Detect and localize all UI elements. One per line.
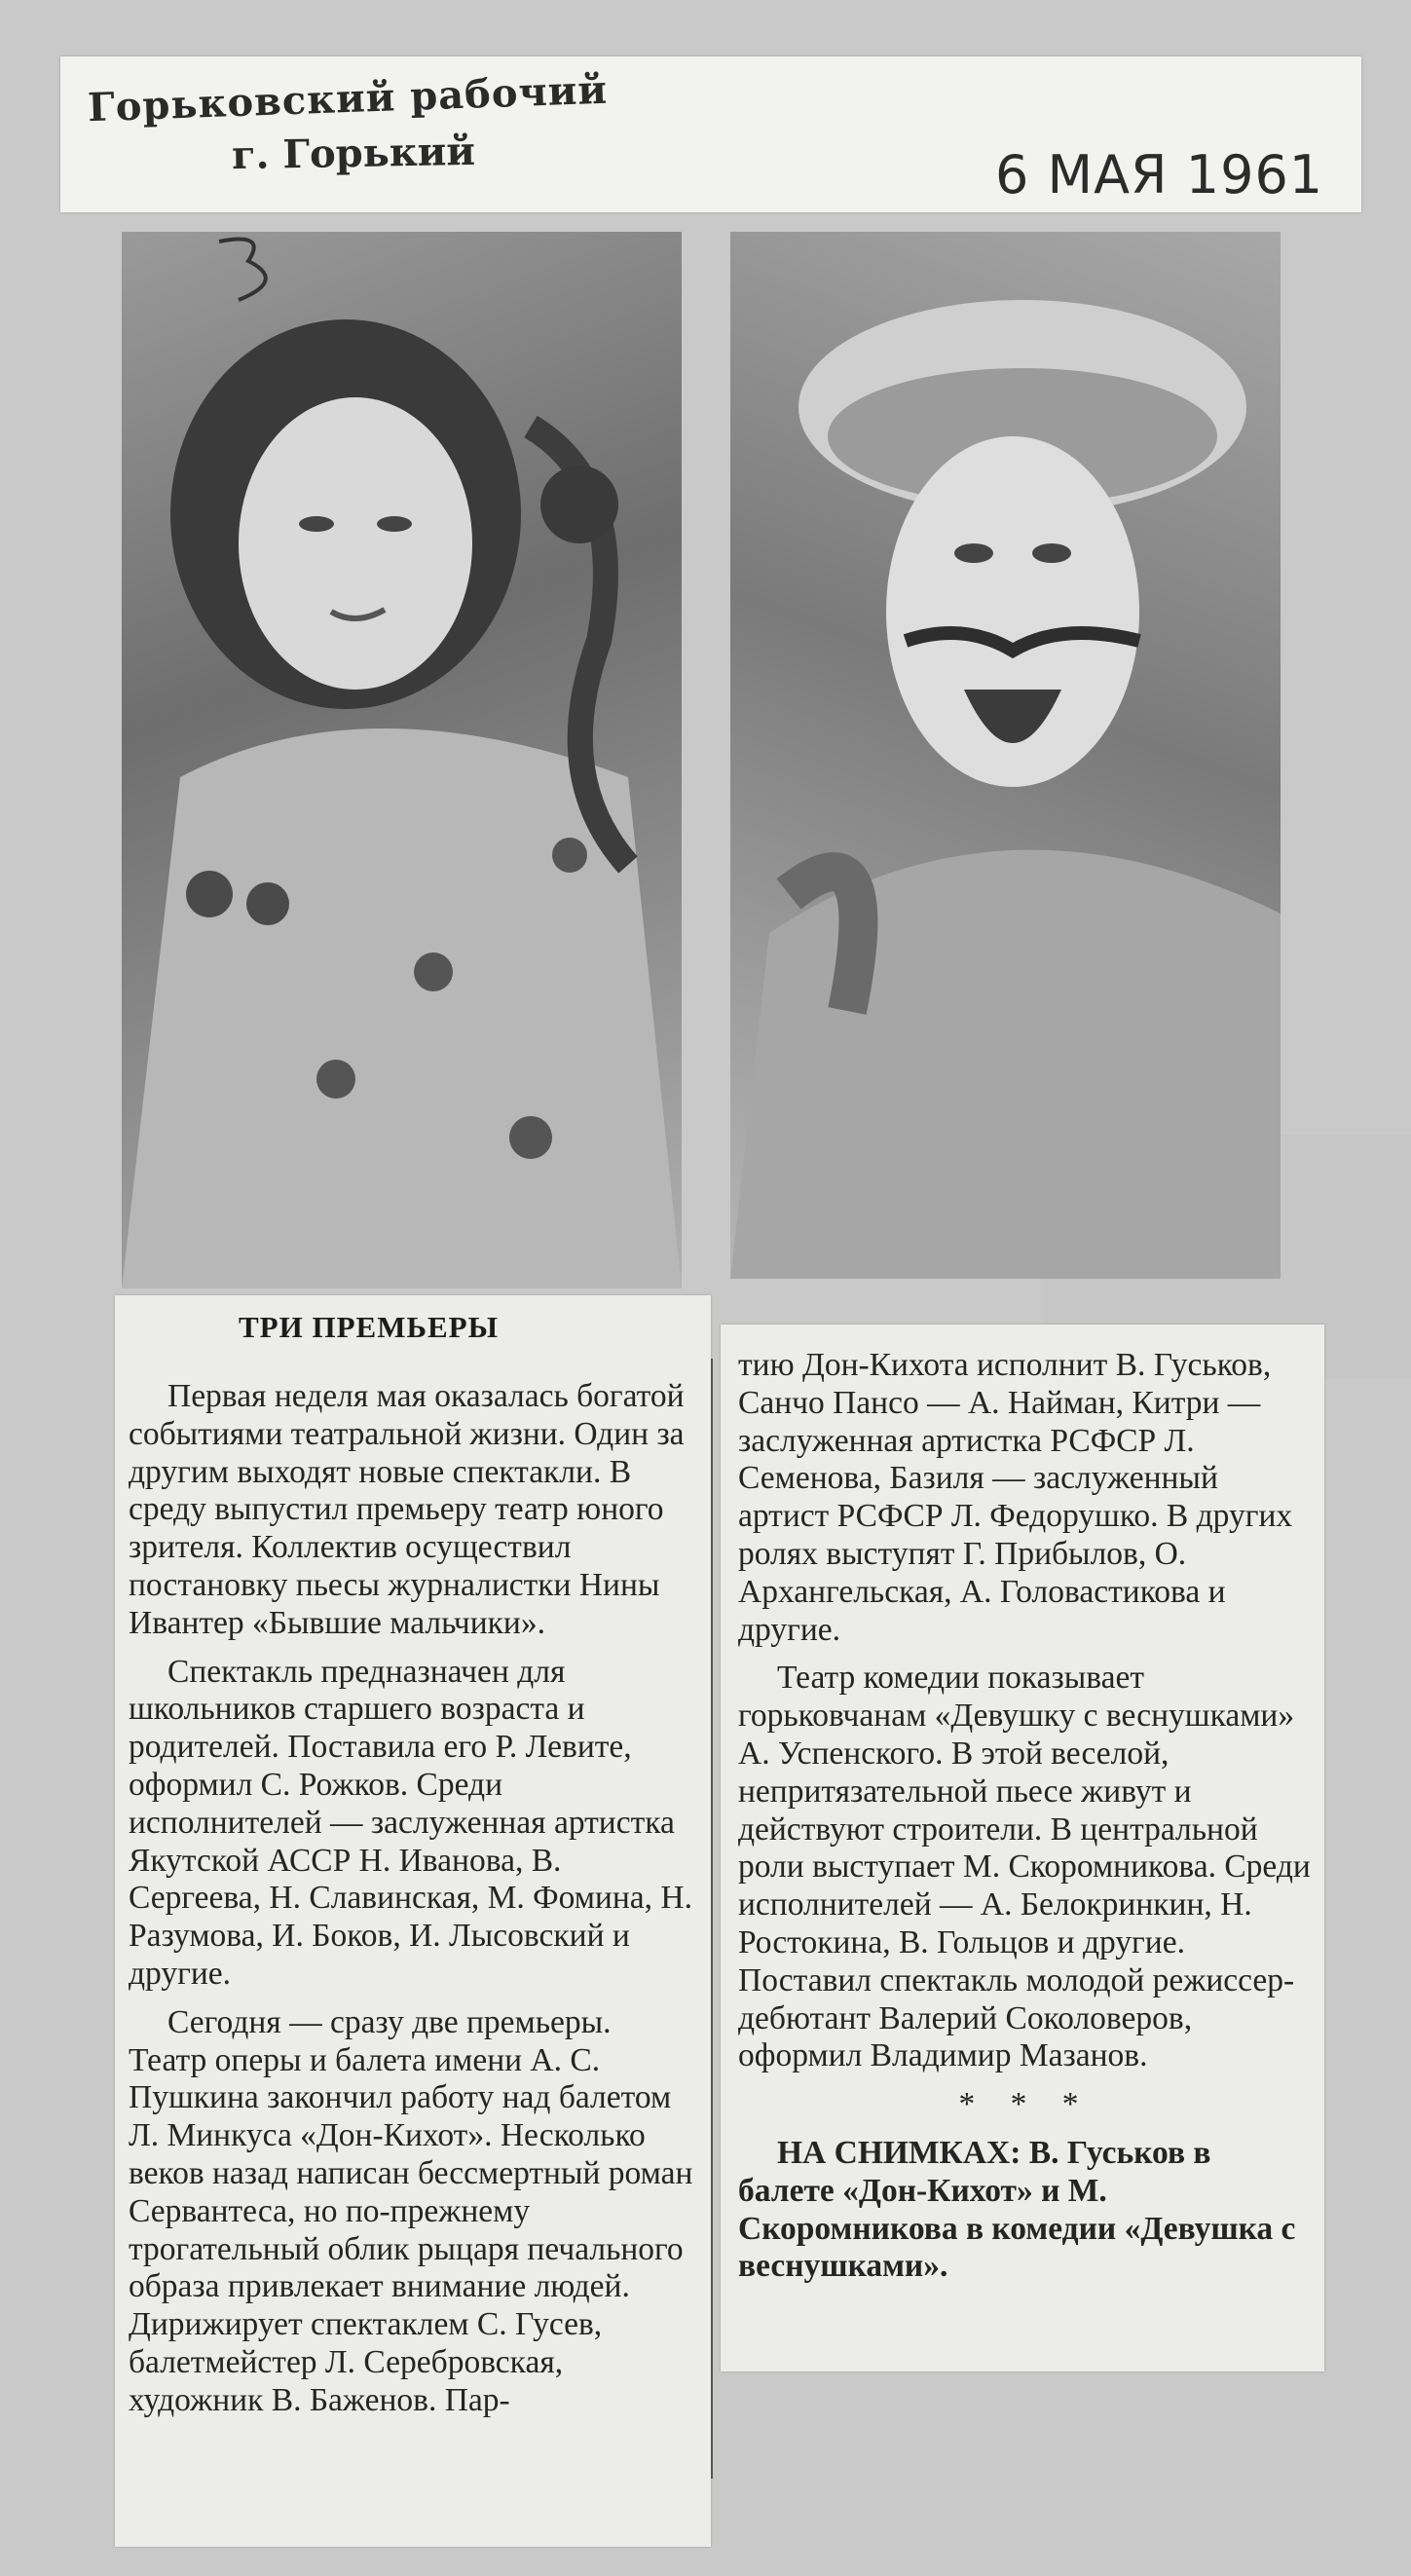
photo-woman-illustration [122, 232, 682, 1288]
section-separator: * * * [958, 2086, 1093, 2123]
photo-guskov [730, 232, 1281, 1279]
pencil-mark-icon [180, 232, 297, 310]
paragraph: тию Дон-Кихота исполнит В. Гуськов, Санчо Пансо — А. Найман, Китри — заслуженная артистка РСФСР Л. Семенова, Базиля — заслуженный артист РСФСР Л. Федорушко. В других ролях выступят Г. Прибылов, О. Архангельская, А. Головастикова и другие. [738, 1347, 1293, 1648]
paragraph: Спектакль предназначен для школьников старшего возраста и родителей. Поставила его Р. Левите, оформил С. Рожков. Среди исполнителей — заслуженная артистка Якутской АССР Н. Иванова, В. Сергеева, Н. Славинская, М. Фомина, Н. Разумова, И. Боков, И. Лысовский и другие. [129, 1653, 692, 1992]
newspaper-name-stamp: Горьковский рабочий [87, 66, 609, 131]
photo-don-quixote-illustration [730, 232, 1281, 1279]
city-stamp: г. Горький [231, 128, 476, 179]
column-divider [711, 1359, 713, 2479]
paragraph: Первая неделя мая оказалась богатой событиями театральной жизни. Один за другим выходят новые спектакли. В среду выпустил премьеру театр юного зрителя. Коллектив осуществил постановку пьесы журналистки Нины Ивантер «Бывшие мальчики». [129, 1378, 685, 1641]
article-headline: ТРИ ПРЕМЬЕРЫ [239, 1310, 500, 1344]
article-left-column [129, 1378, 693, 2420]
article-right-column [738, 1347, 1313, 2286]
paragraph: Театр комедии показывает горьковчанам «Девушку с веснушками» А. Успенского. В этой веселой, непритязательной пьесе живут и действуют строители. В центральной роли выступает М. Скоромникова. Среди исполнителей — А. Белокринкин, Н. Ростокина, В. Гольцов и другие. Поставил спектакль молодой режиссер-дебютант Валерий Соколоверов, оформил Владимир Мазанов. [738, 1660, 1311, 2074]
date-stamp: 6 МАЯ 1961 [995, 144, 1324, 205]
paragraph: Сегодня — сразу две премьеры. Театр оперы и балета имени А. С. Пушкина закончил работу над балетом Л. Минкуса «Дон-Кихот». Несколько веков назад написан бессмертный роман Сервантеса, но по-прежнему трогательный облик рыцаря печального образа привлекает внимание людей. Дирижирует спектаклем С. Гусев, балетмейстер Л. Серебровская, художник В. Баженов. Пар- [129, 2003, 693, 2418]
photo-caption: НА СНИМКАХ: В. Гуськов в балете «Дон-Кихот» и М. Скоромникова в комедии «Девушка с веснушками». [738, 2134, 1296, 2285]
photo-skoromnikova [122, 232, 682, 1288]
